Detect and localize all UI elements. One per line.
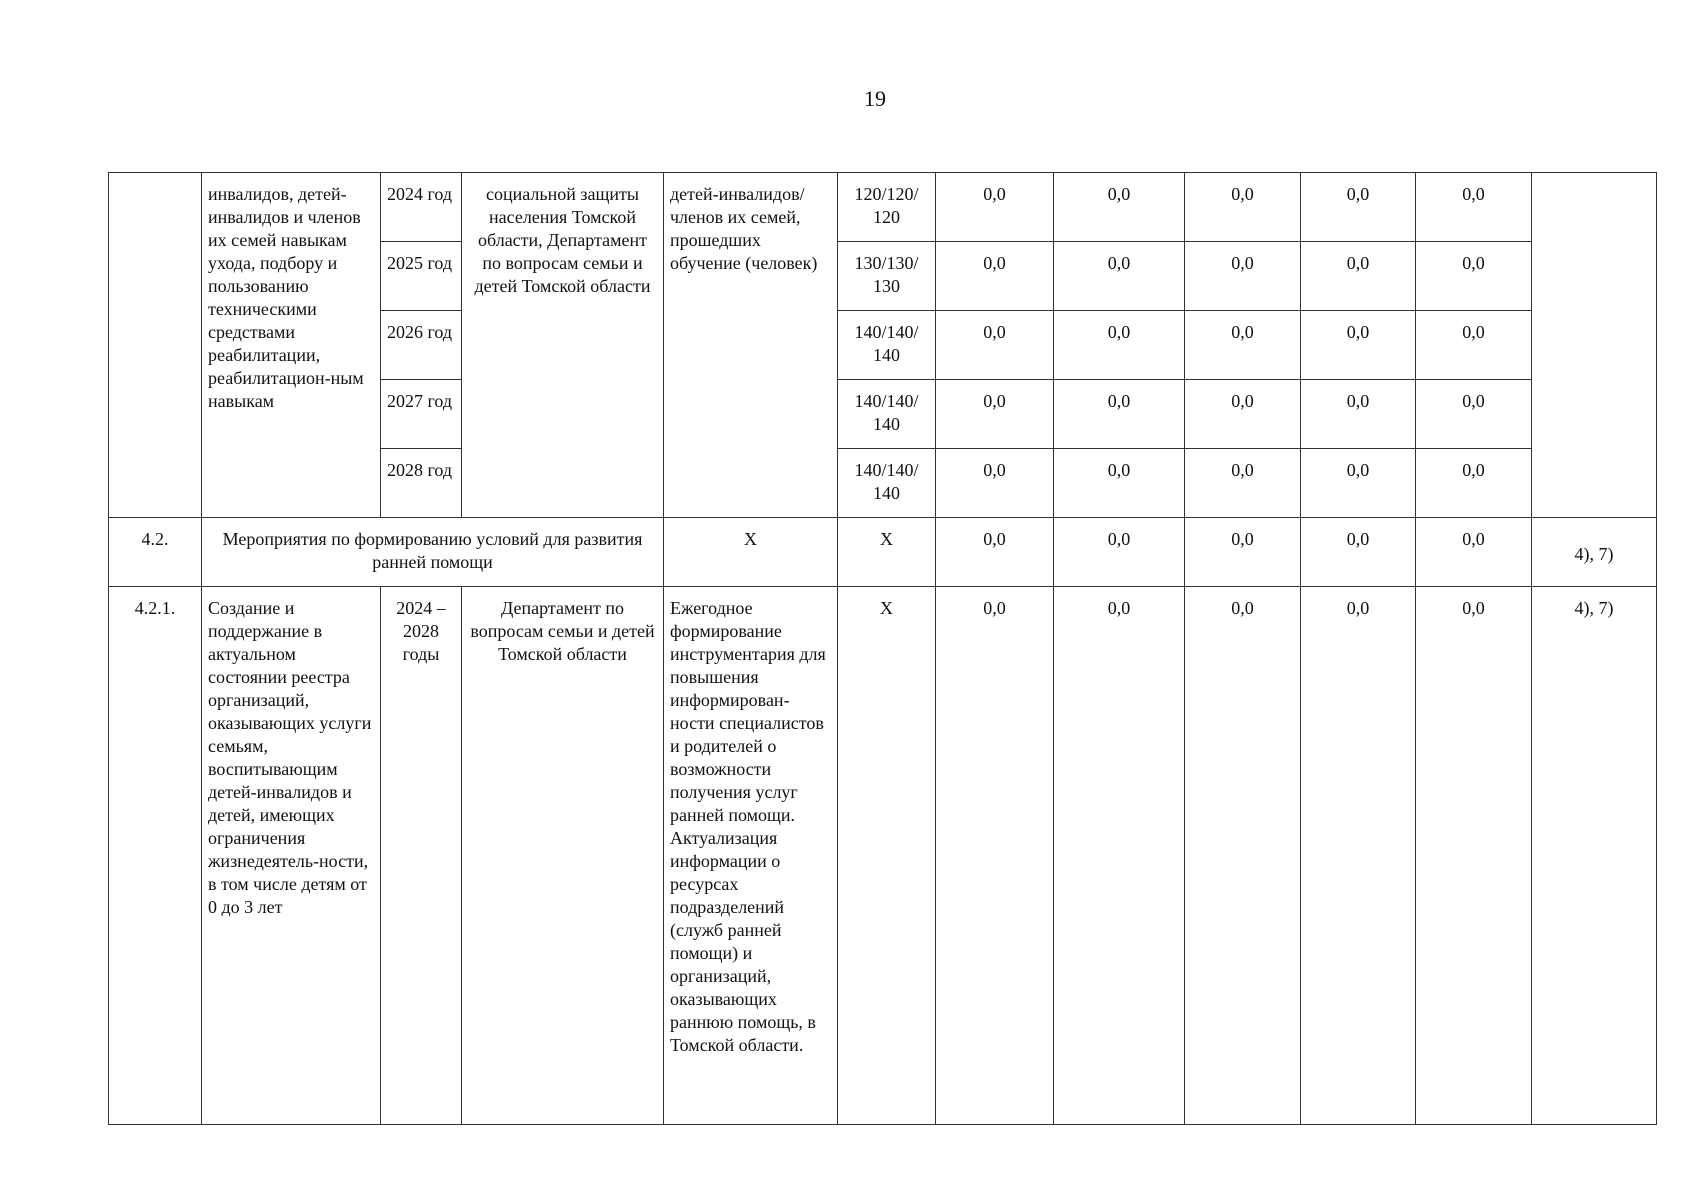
value-cell: Х: [838, 587, 936, 1125]
year-cell: 2028 год: [381, 449, 462, 518]
year-cell: 2025 год: [381, 242, 462, 311]
year-cell: 2024 год: [381, 173, 462, 242]
finance-cell: 0,0: [1054, 518, 1185, 587]
finance-cell: 0,0: [1416, 449, 1532, 518]
executor-cell: социальной защиты населения Томской области, Департамент по вопросам семьи и детей Томской области: [462, 173, 664, 518]
page-number: 19: [864, 86, 886, 111]
finance-cell: 0,0: [936, 380, 1054, 449]
num-cell: 4.2.: [109, 518, 202, 587]
finance-cell: 0,0: [1185, 587, 1301, 1125]
value-cell: Х: [838, 518, 936, 587]
table-row: [109, 173, 1657, 242]
indicator-cell: детей-инвалидов/ членов их семей, прошедших обучение (человек): [664, 173, 838, 518]
period-cell: 2024 – 2028 годы: [381, 587, 462, 1125]
finance-cell: 0,0: [1301, 242, 1416, 311]
value-cell: 120/120/ 120: [838, 173, 936, 242]
year-cell: 2027 год: [381, 380, 462, 449]
year-cell: 2026 год: [381, 311, 462, 380]
finance-cell: 0,0: [1185, 311, 1301, 380]
event-name-cell: инвалидов, детей-инвалидов и членов их семей навыкам ухода, подбору и пользованию техническими средствами реабилитации, реабилитацион-ным навыкам: [202, 173, 381, 518]
finance-cell: 0,0: [1416, 380, 1532, 449]
finance-cell: 0,0: [1185, 173, 1301, 242]
ref-cell: 4), 7): [1532, 587, 1657, 1125]
value-cell: 130/130/ 130: [838, 242, 936, 311]
finance-cell: 0,0: [1416, 311, 1532, 380]
num-cell: 4.2.1.: [109, 587, 202, 1125]
finance-cell: 0,0: [1301, 173, 1416, 242]
ref-cell: [1532, 173, 1657, 518]
finance-cell: 0,0: [1416, 173, 1532, 242]
finance-cell: 0,0: [1416, 242, 1532, 311]
finance-cell: 0,0: [1416, 518, 1532, 587]
finance-cell: 0,0: [1054, 380, 1185, 449]
finance-cell: 0,0: [1054, 449, 1185, 518]
finance-cell: 0,0: [1185, 242, 1301, 311]
executor-cell: Департамент по вопросам семьи и детей Томской области: [462, 587, 664, 1125]
event-name-cell: Создание и поддержание в актуальном состоянии реестра организаций, оказывающих услуги семьям, воспитывающим детей-инвалидов и детей, имеющих ограничения жизнедеятель-ности, в том числе детям от 0 до 3 лет: [202, 587, 381, 1125]
finance-cell: 0,0: [1054, 311, 1185, 380]
section-title-cell: Мероприятия по формированию условий для развития ранней помощи: [202, 518, 664, 587]
finance-cell: 0,0: [1416, 587, 1532, 1125]
finance-cell: 0,0: [1301, 380, 1416, 449]
table-row: [109, 518, 1657, 587]
finance-cell: 0,0: [936, 242, 1054, 311]
finance-cell: 0,0: [1185, 380, 1301, 449]
finance-cell: 0,0: [936, 449, 1054, 518]
finance-cell: 0,0: [1054, 173, 1185, 242]
ref-cell: 4), 7): [1532, 518, 1657, 587]
finance-cell: 0,0: [1301, 311, 1416, 380]
finance-cell: 0,0: [936, 518, 1054, 587]
table-row: [109, 587, 1657, 1125]
finance-cell: 0,0: [1054, 242, 1185, 311]
finance-cell: 0,0: [936, 587, 1054, 1125]
finance-cell: 0,0: [1054, 587, 1185, 1125]
finance-cell: 0,0: [936, 311, 1054, 380]
indicator-cell: Ежегодное формирование инструментария для повышения информирован-ности специалистов и родителей о возможности получения услуг ранней помощи. Актуализация информации о ресурсах подразделений (служб ранней помощи) и организаций, оказывающих раннюю помощь, в Томской области.: [664, 587, 838, 1125]
value-cell: 140/140/ 140: [838, 380, 936, 449]
finance-cell: 0,0: [1185, 518, 1301, 587]
finance-cell: 0,0: [936, 173, 1054, 242]
finance-cell: 0,0: [1301, 518, 1416, 587]
finance-cell: 0,0: [1301, 587, 1416, 1125]
program-table: [108, 172, 1657, 1125]
finance-cell: 0,0: [1185, 449, 1301, 518]
num-cell: [109, 173, 202, 518]
value-cell: 140/140/ 140: [838, 449, 936, 518]
indicator-cell: Х: [664, 518, 838, 587]
finance-cell: 0,0: [1301, 449, 1416, 518]
value-cell: 140/140/ 140: [838, 311, 936, 380]
